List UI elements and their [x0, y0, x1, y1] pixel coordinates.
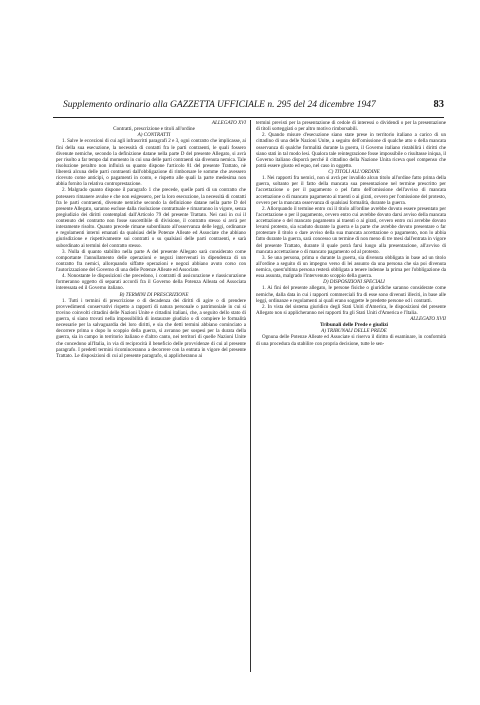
paragraph: 4. Nonostante le disposizioni che precedono, i contratti di assicurazione e riassicurazione formeranno oggetto di separati accordi fra il Governo della Potenza Alleata od Associata interessata ed il Governo italiano.	[56, 273, 246, 292]
paragraph: 1. Ai fini del presente allegato, le persone fisiche o giuridiche saranno considerate come nemiche, dalla data in cui i rapporti commerciali fra di esse sono divenuti illeciti, in base alle leggi, ordinanze e regolamenti ai quali erano soggette le predette persone od i contratti.	[256, 285, 446, 304]
header-rule	[53, 117, 444, 118]
subsection-heading: B) TERMINI DI PRESCRIZIONE	[119, 291, 189, 298]
paragraph: 2. Allorquando il termine entro cui il titolo all'ordine avrebbe dovuto essere presentato per l'accettazione o per il pagamento, ovvero entro cui avrebbe dovuto darsi avviso della mancata accettazione o del mancato pagamento ai traenti o ai girati, ovvero entro cui avrebbe dovuto levarsi protesto, sia scaduto durante la guerra e la parte che avrebbe dovuto presentare o far protestare il titolo o dare avviso della sua mancata accettazione o pagamento, non lo abbia fatto durante la guerra, sarà concesso un termine di non meno di tre mesi dall'entrata in vigore del presente Trattato, durante il quale potrà farsi luogo alla presentazione, all'avviso di mancata accettazione o di mancato pagamento od al protesto.	[256, 205, 446, 255]
column-divider	[250, 120, 251, 672]
paragraph: 2. Malgrado quanto dispone il paragrafo 1 che precede, quelle parti di un contratto che potessero rimanere avulse e che non esigessero, per la loro esecuzione, la necessità di contatti fra le parti contraenti, divenute nemiche secondo la definizione datane nella parte D del presente Allegato, saranno escluse dalla risoluzione contrattuale e rimarranno in vigore, senza pregiudizio dei diritti contemplati dall'Articolo 79 del presente Trattato. Nei casi in cui il contenuto del contratto non fosse suscettibile di divisione, il contratto stesso si avrà per interamente risolto. Quanto precede rimane subordinato all'osservanza delle leggi, ordinanze e regolamenti interni emanati da qualsiasi delle Potenze Alleate ed Associate che abbiano giurisdizione e rispettivamente sui contratti o su qualsiasi delle parti contraenti, e sarà subordinato ai termini del contratto stesso.	[56, 187, 246, 249]
section-title: Tribunali delle Prede e giudizi	[319, 322, 389, 329]
paragraph: 1. Salve le eccezioni di cui agli infrascritti paragrafi 2 e 3, ogni contratto che implicasse, ai fini della sua esecuzione, la necessità di contatti fra le parti contraenti, le quali fossero divenute nemiche, secondo la definizione datane nella parte D del presente Allegato, si avrà per risolto a far tempo dal momento in cui una delle parti contraenti sia divenuta nemica. Tale risoluzione peraltro non influirà su quanto dispone l'articolo 81 del presente Trattato, nè libererà alcuna delle parti contraenti dall'obbligazione di rimborsare le somme che avessero ricevuto come anticipi, o pagamenti in conto, e rispetto alle quali la parte medesima non abbia fornito la relativa controprestazione.	[56, 138, 246, 188]
subsection-heading: A) TRIBUNALI DELLE PREDE	[321, 328, 387, 335]
page-header	[53, 99, 444, 115]
subsection-heading: C) TITOLI ALL'ORDINE	[328, 169, 380, 175]
paragraph: 3. Nulla di quanto stabilito nella parte A del presente Allegato sarà considerato come comportante l'annullamento delle operazioni e negozi intervenuti in dipendenza di un contratto fra nemici, allorquando siffatte operazioni e negozi abbiano avuto corso con l'autorizzazione del Governo di una delle Potenze Alleate ed Associate.	[56, 248, 246, 273]
paragraph: 1. Nei rapporti fra nemici, non si avrà per invalido alcun titolo all'ordine fatto prima della guerra, soltanto per il fatto della mancata sua presentazione nel termine prescritto per l'accettazione o per il pagamento o pel fatto dell'omissione dell'avviso di mancata accettazione o di mancato pagamento ai traenti o ai girati, ovvero per l'omissione del protesto, ovvero per la mancata osservanza di qualsiasi formalità, durante la guerra.	[256, 175, 446, 206]
subsection-heading: A) CONTRATTI	[137, 132, 171, 139]
paragraph: 3. Se una persona, prima o durante la guerra, sia divenuta obbligata in base ad un titolo all'ordine a seguito di un impegno verso di lei assunto da una persona che sia poi divenuta nemica, quest'ultima persona resterà obbligata a tenere indenne la prima per l'obbligazione da essa assunta, malgrado l'intervenuto scoppio della guerra.	[256, 254, 446, 280]
section-title: Contratti, prescrizione e titoli all'ordine	[113, 126, 195, 133]
paragraph: 2. In vista del sistema giuridico degli Stati Uniti d'America, le disposizioni del presente Allegato non si applicheranno nei rapporti fra gli Stati Uniti d'America e l'Italia.	[256, 303, 446, 316]
paragraph: Ognuna delle Potenze Alleate ed Associate si riserva il diritto di esaminare, in conformità di una procedura da stabilire con propria decisione, tutte le sen-	[256, 334, 446, 347]
left-column	[56, 120, 246, 359]
paragraph-continued: termini previsti per la presentazione di cedole di interessi o dividendi o per la presentazione di titoli sorteggiati o per altro motivo rimborsabili.	[256, 120, 446, 133]
subsection-heading: D) DISPOSIZIONI SPECIALI	[323, 279, 385, 286]
right-column	[256, 120, 446, 347]
annex-label: ALLEGATO XVII	[410, 316, 446, 322]
annex-label: ALLEGATO XVI	[211, 120, 246, 126]
paragraph: 1. Tutti i termini di prescrizione o di decadenza dei diritti di agire o di prendere provvedimenti conservativi rispetto a rapporti di natura personale o patrimoniale in cui si trovino coinvolti cittadini delle Nazioni Unite e cittadini italiani, che, a seguito dello stato di guerra, si siano trovati nella impossibilità di instaurare giudizio o di compiere le formalità necessarie per la salvaguardia dei loro diritti, e sia che detti termini abbiano cominciato a decorrere prima o dopo lo scoppio della guerra, si avranno per sospesi per la durata della guerra, sia in campo in territorio italiano e d'altro canto, nei territori di quelle Nazioni Unite che concedono all'Italia, in via di reciprocità il beneficio delle provvidenze di cui al presente paragrafo. I predetti termini ricominceranno a decorrere con la entrata in vigore del presente Trattato. Le disposizioni di cui al presente paragrafo, si applicheranno ai	[56, 297, 246, 359]
paragraph: 2. Quando misure d'esecuzione siano state prese in territorio italiano a carico di un cittadino di una delle Nazioni Unite, a seguito dell'omissione di qualche atto o della mancata osservanza di qualche formalità durante la guerra, il Governo italiano ristabilirà i diritti che siano stati in tal modo lesi. Qualora tale reintegrazione fosse impossibile o risultasse iniqua, il Governo italiano disporrà perché il cittadino della Nazione Unita riceva quel compenso che potrà essere giusto ed equo, nel caso in oggetto.	[256, 132, 446, 169]
page-number: 83	[433, 99, 444, 110]
gazette-title: Supplemento ordinario alla GAZZETTA UFFICIALE n. 295 del 24 dicembre 1947	[63, 100, 376, 110]
